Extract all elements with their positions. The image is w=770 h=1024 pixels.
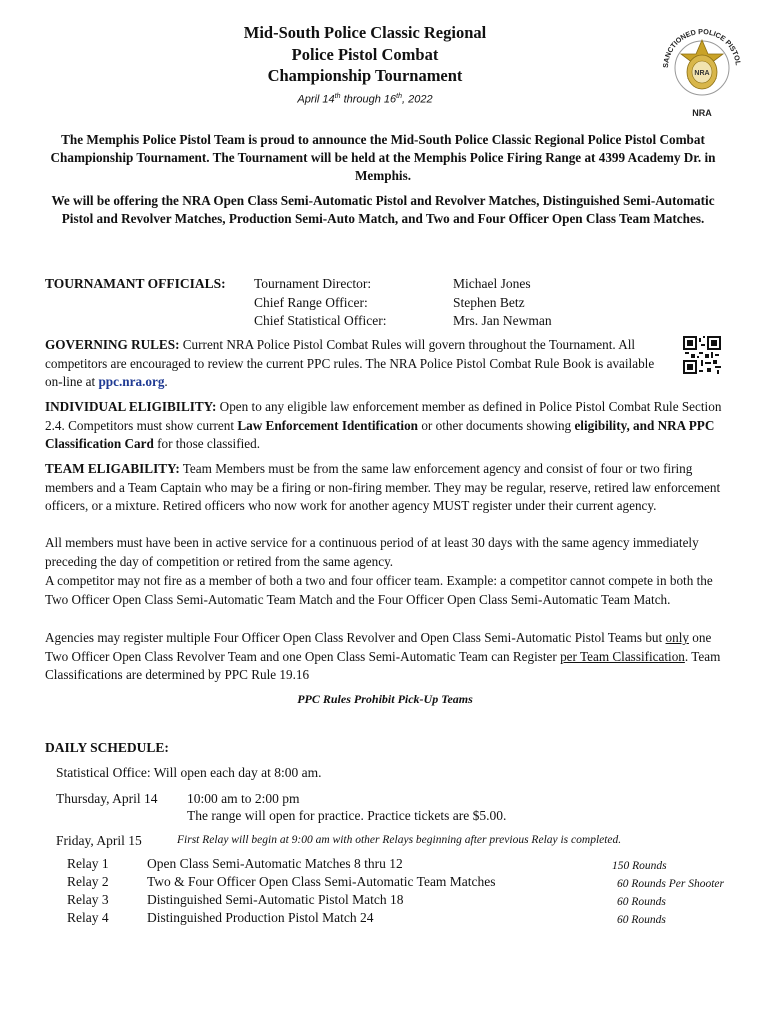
relay-rounds-2: 60 Rounds Per Shooter: [617, 878, 725, 890]
governing-label: GOVERNING RULES:: [45, 337, 180, 352]
officials-label: TOURNAMANT OFFICIALS:: [45, 276, 226, 291]
relay-rounds-3: 60 Rounds: [617, 896, 666, 908]
officials-roles: [254, 275, 386, 331]
svg-text:NRA: NRA: [692, 108, 712, 118]
title-line-2: Police Pistol Combat: [291, 44, 439, 64]
team-eligibility-p1: TEAM ELIGABILITY: Team Members must be from the same law enforcement agency and consist of four or two firing members and a Team Captain who may be a firing or non-firing member. They may be regular, reserve, retired law enforcement officers, or a mixture. Retired officers who now work for another agency MUST register under their current agency.: [45, 461, 721, 513]
friday-day: Friday, April 15: [56, 833, 142, 848]
ppc-rules-link[interactable]: ppc.nra.org: [98, 374, 165, 389]
intro-paragraph-1: The Memphis Police Pistol Team is proud to announce the Mid-South Police Classic Regional Police Pistol Combat Championship Tournament. The Tournament will be held at the Memphis Police Firing Range at 4399 Academy Dr. in Memphis.: [50, 132, 716, 184]
relay-match: Distinguished Production Pistol Match 24: [147, 910, 374, 925]
tournament-dates: April 14th through 16th, 2022: [297, 93, 433, 106]
team-label: TEAM ELIGABILITY:: [45, 461, 180, 476]
title-line-1: Mid-South Police Classic Regional: [243, 23, 487, 42]
relay-label: Relay 1: [67, 856, 109, 871]
relay-match: Two & Four Officer Open Class Semi-Automatic Team Matches: [147, 874, 496, 889]
intro-paragraph-2: We will be offering the NRA Open Class Semi-Automatic Pistol and Revolver Matches, Distinguished Semi-Automatic Pistol and Revolver Matches, Production Semi-Auto Match, and Two and Four Officer Open Class Team Matches.: [51, 193, 715, 227]
relay-label: Relay 2: [67, 874, 109, 889]
pickup-teams-note: PPC Rules Prohibit Pick-Up Teams: [297, 692, 473, 706]
stat-office-hours: Statistical Office: Will open each day at 8:00 am.: [56, 765, 322, 780]
relay-rounds-1: 150 Rounds: [612, 860, 667, 872]
governing-rules: GOVERNING RULES: Current NRA Police Pistol Combat Rules will govern throughout the Tournament. All competitors are encouraged to review the current PPC rules. The NRA Police Pistol Combat Rule Book is available on-line at ppc.nra.org.: [45, 337, 655, 389]
qr-code[interactable]: [683, 336, 721, 374]
relay-label: Relay 3: [67, 892, 109, 907]
thursday-day: Thursday, April 14: [56, 791, 158, 806]
team-eligibility-p3: A competitor may not fire as a member of both a two and four officer team. Example: a competitor cannot compete in both the Two Officer Open Class Semi-Automatic Team Match and the Four Officer Open Class Semi-Automatic Team Match.: [45, 573, 713, 607]
relay-rounds-4: 60 Rounds: [617, 914, 666, 926]
relay-match: Open Class Semi-Automatic Matches 8 thru 12: [147, 856, 403, 871]
team-eligibility-p2: All members must have been in active service for a continuous period of at least 30 days with the same agency immediately preceding the day of competition or retired from the same agency.: [45, 535, 699, 569]
relay-list: [67, 855, 147, 927]
thursday-note: The range will open for practice. Practice tickets are $5.00.: [187, 808, 507, 823]
relay-rounds: [612, 857, 762, 929]
team-eligibility-p4: Agencies may register multiple Four Officer Open Class Revolver and Open Class Semi-Automatic Pistol Teams but only one Two Officer Open Class Revolver Team and one Open Class Semi-Automatic Team can Register per Team Classification. Team Classifications are determined by PPC Rule 19.16: [45, 630, 721, 682]
nra-sanctioned-seal: [658, 16, 746, 120]
name-stat-officer: Mrs. Jan Newman: [453, 313, 552, 328]
relay-matches: [147, 855, 587, 927]
friday-note: First Relay will begin at 9:00 am with other Relays beginning after previous Relay is completed.: [177, 834, 622, 846]
svg-text:SANCTIONED POLICE PISTOL COMBA: SANCTIONED POLICE PISTOL: [660, 26, 743, 69]
role-director: Tournament Director:: [254, 276, 372, 291]
name-range-officer: Stephen Betz: [453, 294, 525, 310]
relay-label: Relay 4: [67, 910, 109, 925]
thursday-time: 10:00 am to 2:00 pm: [187, 791, 300, 806]
role-stat-officer: Chief Statistical Officer:: [254, 313, 387, 328]
individual-label: INDIVIDUAL ELIGIBILITY:: [45, 399, 217, 414]
role-range-officer: Chief Range Officer:: [254, 294, 368, 310]
title-line-3: Championship Tournament: [267, 66, 463, 85]
individual-eligibility: INDIVIDUAL ELIGIBILITY: Open to any eligible law enforcement member as defined in Police Pistol Combat Rule Section 2.4. Competitors must show current Law Enforcement Identification or other documents showing eligibility, and NRA PPC Classification Card for those classified.: [45, 399, 722, 451]
relay-match: Distinguished Semi-Automatic Pistol Match 18: [147, 892, 404, 907]
schedule-label: DAILY SCHEDULE:: [45, 740, 169, 755]
document-title: [150, 22, 580, 87]
officials-names: [453, 275, 552, 331]
svg-text:NRA: NRA: [694, 70, 710, 77]
name-director: Michael Jones: [453, 276, 531, 291]
